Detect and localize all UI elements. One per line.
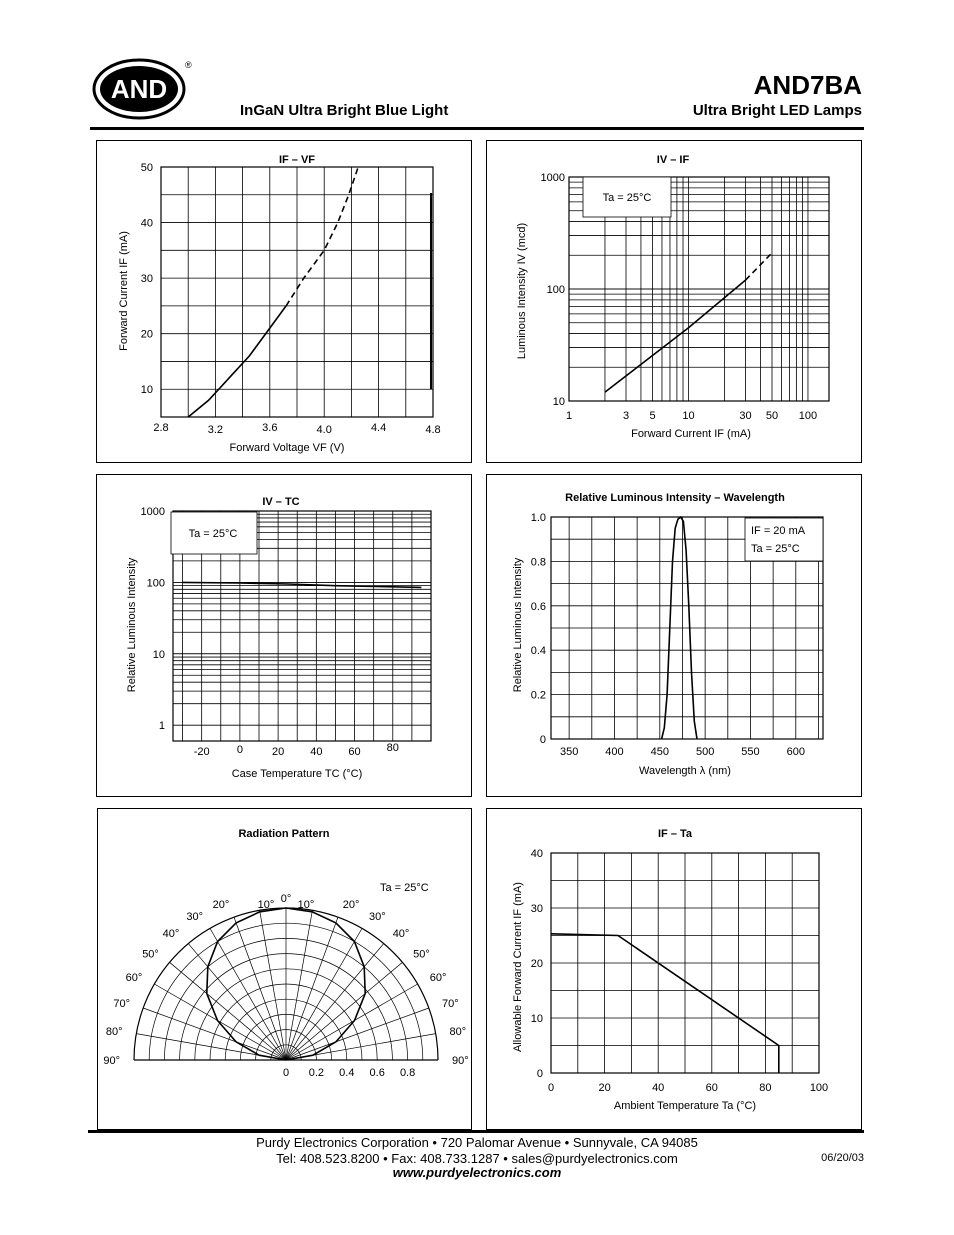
y-tick-label: 100 (146, 577, 165, 590)
y-tick-label: 1 (158, 720, 165, 733)
chart-svg (98, 809, 471, 1129)
y-tick-label: 0.6 (530, 600, 546, 613)
x-tick-label: 4.0 (316, 424, 332, 436)
x-axis-label: Forward Current IF (mA) (631, 428, 751, 440)
header-rule (90, 127, 864, 130)
y-tick-label: 10 (530, 1013, 543, 1025)
x-tick-label: 600 (786, 746, 805, 758)
y-tick-label: 0 (536, 1068, 543, 1080)
y-tick-label: 0.4 (530, 645, 546, 658)
y-tick-label: 0.8 (530, 556, 546, 569)
x-tick-label: 450 (650, 746, 669, 758)
chart-iv-tc (96, 474, 472, 797)
chart-svg (487, 141, 861, 462)
x-tick-label: 4.4 (370, 422, 387, 434)
y-tick-label: 1000 (140, 506, 165, 518)
x-tick-label: 40 (310, 746, 323, 758)
x-axis-label: Ambient Temperature Ta (°C) (613, 1100, 757, 1112)
angle-label: 40° (162, 927, 180, 940)
y-axis-label: Allowable Forward Current IF (mA) (512, 882, 524, 1052)
annotation-text: Ta = 25°C (188, 528, 238, 540)
y-tick-label: 20 (530, 958, 543, 970)
x-tick-label: 500 (695, 746, 715, 758)
chart-iv-if (486, 140, 862, 463)
chart-radiation-pattern (97, 808, 472, 1130)
y-tick-label: 10 (140, 384, 153, 397)
x-tick-label: 20 (598, 1082, 611, 1094)
logo-text: AND (110, 74, 168, 104)
footer-contact: Tel: 408.523.8200 • Fax: 408.733.1287 • sales@purdyelectronics.com (276, 1151, 678, 1166)
annotation-text: Ta = 25°C (602, 192, 652, 204)
chart-title: Relative Luminous Intensity – Wavelength (565, 492, 785, 504)
y-tick-label: 10 (552, 396, 565, 408)
y-tick-label: 30 (140, 273, 153, 286)
radial-tick-label: 0 (282, 1067, 290, 1079)
y-axis-label: Relative Luminous Intensity (512, 557, 524, 693)
y-tick-label: 1000 (540, 172, 565, 184)
part-number: AND7BA (753, 70, 862, 100)
footer-url[interactable]: www.purdyelectronics.com (392, 1165, 562, 1180)
x-tick-label: 0 (236, 744, 243, 756)
y-tick-label: 50 (140, 162, 153, 174)
y-tick-label: 0.2 (530, 689, 546, 702)
footer-date: 06/20/03 (821, 1152, 864, 1164)
footer-rule (88, 1130, 864, 1133)
footer-address: Purdy Electronics Corporation • 720 Palomar Avenue • Sunnyvale, CA 94085 (256, 1135, 698, 1150)
x-axis-label: Forward Voltage VF (V) (229, 442, 345, 454)
chart-title: Radiation Pattern (238, 828, 330, 840)
y-axis-label: Relative Luminous Intensity (126, 557, 138, 693)
x-tick-label: 4.8 (425, 424, 441, 436)
angle-label: 50° (413, 948, 430, 961)
chart-spectrum (486, 474, 862, 797)
y-tick-label: 0 (539, 734, 546, 746)
radial-tick-label: 0.6 (369, 1067, 385, 1079)
radial-tick-label: 0.2 (308, 1067, 325, 1079)
series-line-0 (551, 934, 779, 1073)
y-tick-label: 1.0 (530, 512, 546, 524)
x-tick-label: 100 (809, 1082, 829, 1094)
x-axis-label: Wavelength λ (nm) (639, 765, 731, 777)
x-tick-label: 550 (741, 746, 760, 758)
series-line-0 (183, 582, 422, 587)
angle-label: 20° (212, 899, 230, 912)
y-tick-label: 30 (530, 903, 543, 915)
x-axis-label: Case Temperature TC (°C) (231, 768, 363, 780)
angle-label: 60° (429, 972, 447, 984)
x-tick-label: 50 (765, 410, 779, 422)
chart-svg (97, 475, 471, 796)
radial-tick-label: 0.8 (399, 1067, 416, 1079)
chart-title: IF – Ta (657, 828, 693, 840)
and-logo (92, 56, 190, 120)
angle-label: 90° (452, 1055, 469, 1067)
x-tick-label: 30 (739, 410, 752, 422)
product-category: Ultra Bright LED Lamps (692, 102, 862, 119)
angle-label: 90° (103, 1055, 120, 1067)
y-axis-label: Forward Current IF (mA) (118, 231, 130, 351)
chart-if-vf (96, 140, 472, 463)
chart-title: IF – VF (278, 154, 316, 166)
chart-if-ta (486, 808, 862, 1130)
series-line-1 (746, 253, 773, 280)
annotation-text: IF = 20 mA (751, 525, 806, 537)
x-tick-label: 40 (652, 1082, 665, 1094)
y-axis-label: Luminous Intensity IV (mcd) (516, 222, 528, 360)
angle-label: 70° (113, 998, 131, 1011)
x-tick-label: 2.8 (153, 422, 169, 434)
x-tick-label: 60 (705, 1082, 718, 1094)
x-tick-label: 80 (386, 742, 399, 754)
chart-svg (487, 809, 861, 1129)
product-subtitle: InGaN Ultra Bright Blue Light (240, 102, 449, 119)
angle-label: 0° (280, 893, 292, 905)
angle-label: 70° (441, 998, 459, 1011)
y-tick-label: 20 (140, 328, 153, 341)
annotation-text: Ta = 25°C (380, 882, 429, 894)
angle-label: 60° (125, 972, 143, 984)
angle-label: 80° (105, 1026, 123, 1039)
x-tick-label: 3.6 (262, 422, 278, 434)
registered-mark: ® (185, 60, 192, 70)
chart-title: IV – IF (656, 154, 690, 166)
angle-label: 20° (342, 899, 360, 912)
chart-svg (97, 141, 471, 462)
x-tick-label: 5 (649, 410, 656, 422)
angle-label: 50° (142, 948, 159, 961)
x-tick-label: 100 (798, 410, 818, 422)
x-tick-label: 80 (759, 1082, 772, 1094)
y-tick-label: 40 (530, 848, 543, 860)
x-tick-label: 3 (622, 410, 630, 422)
x-tick-label: 3.2 (207, 424, 224, 436)
x-tick-label: 20 (271, 746, 285, 758)
angle-label: 30° (186, 911, 203, 924)
angle-label: 80° (449, 1026, 467, 1039)
x-tick-label: 10 (682, 410, 695, 422)
angle-label: 10° (297, 899, 315, 911)
angle-label: 10° (257, 899, 275, 911)
angle-label: 40° (392, 927, 410, 940)
radial-tick-label: 0.4 (339, 1067, 355, 1079)
y-tick-label: 10 (152, 648, 165, 661)
y-tick-label: 40 (140, 217, 153, 230)
chart-title: IV – TC (262, 496, 300, 508)
x-tick-label: 400 (605, 746, 624, 758)
x-tick-label: 1 (565, 410, 573, 422)
x-tick-label: -20 (193, 746, 210, 758)
x-tick-label: 350 (559, 746, 579, 758)
x-tick-label: 60 (348, 746, 361, 758)
chart-svg (487, 475, 861, 796)
annotation-text: Ta = 25°C (751, 543, 800, 555)
x-tick-label: 0 (547, 1082, 555, 1094)
y-tick-label: 100 (546, 284, 565, 296)
angle-label: 30° (369, 911, 386, 924)
